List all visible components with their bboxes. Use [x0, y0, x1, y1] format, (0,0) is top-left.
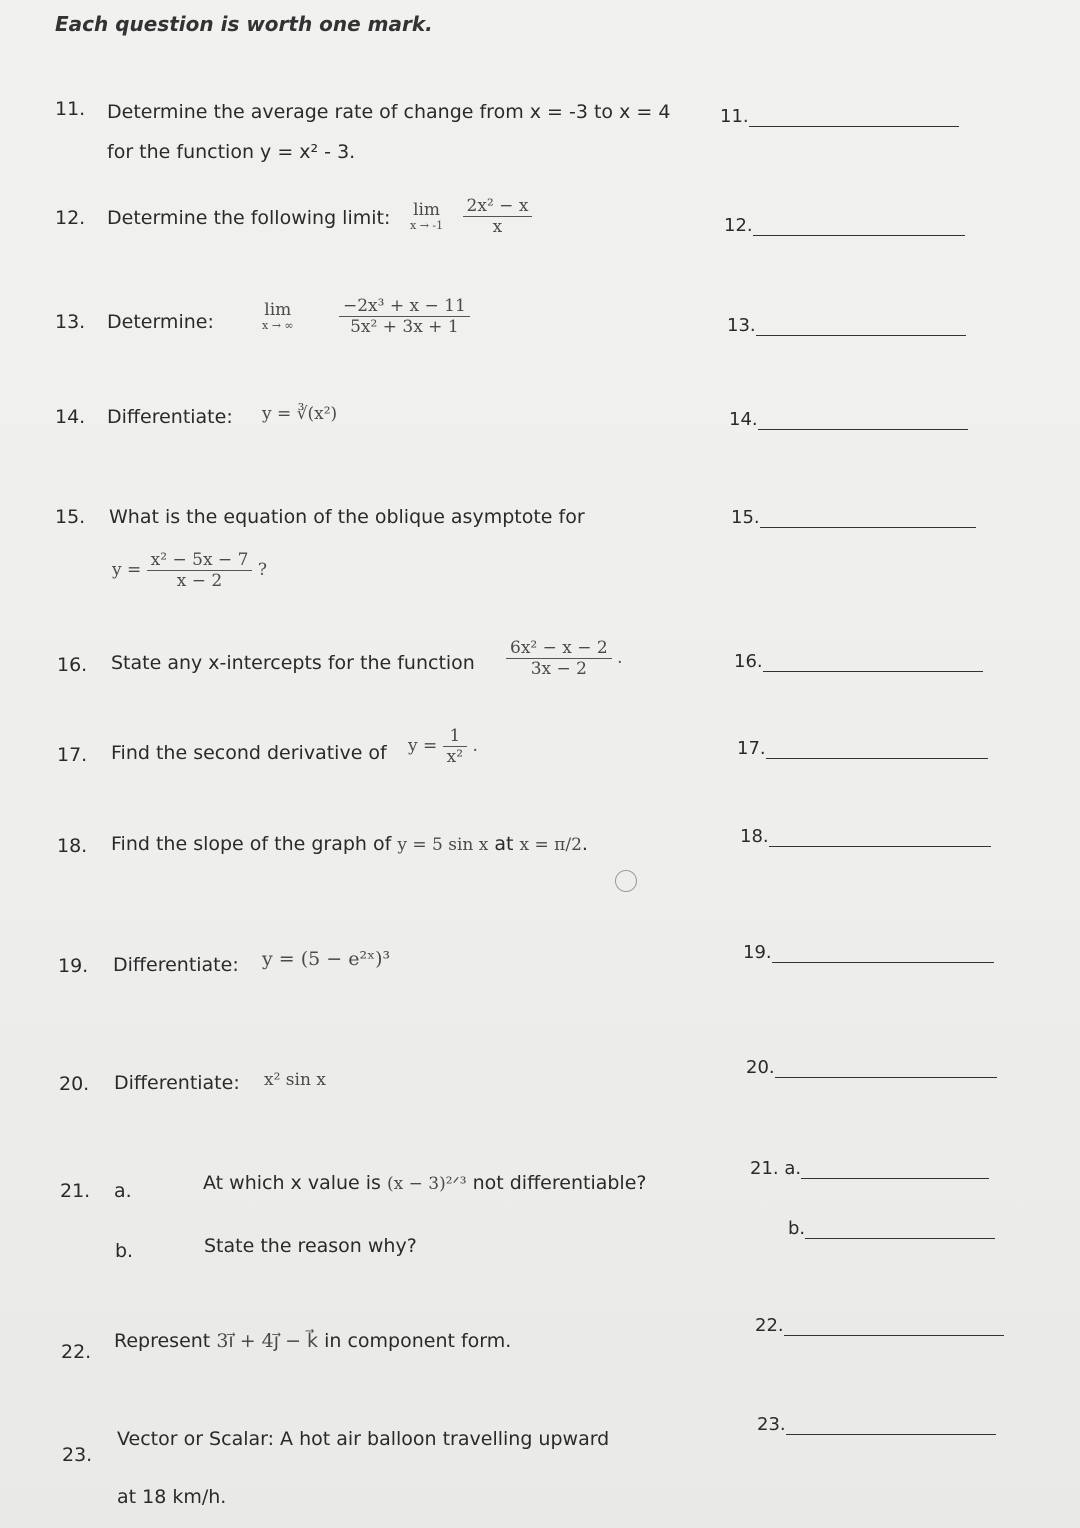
- q11-number: 11.: [55, 98, 86, 120]
- q14-expression: y = ∛(x²): [262, 404, 338, 424]
- q17-number: 17.: [57, 744, 88, 766]
- q20-text: Differentiate:: [114, 1072, 240, 1094]
- answer-18[interactable]: 18.: [740, 826, 991, 847]
- answer-14[interactable]: 14.: [729, 409, 968, 430]
- q15-text: What is the equation of the oblique asymptote for: [109, 506, 585, 528]
- page-header: Each question is worth one mark.: [55, 12, 433, 36]
- answer-11[interactable]: 11.: [720, 106, 959, 127]
- pen-mark: [615, 870, 637, 892]
- q16-expression: $\frac{\text{6x² − x − 2}}{3x - 2}$ .: [506, 638, 623, 679]
- answer-19[interactable]: 19.: [743, 942, 994, 963]
- q12-number: 12.: [55, 207, 86, 229]
- answer-20[interactable]: 20.: [746, 1057, 997, 1078]
- q12-limit: lim x → -1 $\frac{\text{2x² − x}}{x}$: [410, 196, 532, 237]
- q17-text: Find the second derivative of: [111, 742, 387, 764]
- answer-23[interactable]: 23.: [757, 1414, 996, 1435]
- q21a-text: At which x value is (x − 3)²ᐟ³ not differentiable?: [203, 1172, 647, 1194]
- q21-number: 21.: [60, 1180, 91, 1202]
- q21b-label: b.: [115, 1240, 134, 1262]
- q11-text-cont: for the function y = x² - 3.: [107, 141, 356, 163]
- answer-12[interactable]: 12.: [724, 215, 965, 236]
- q18-number: 18.: [57, 835, 88, 857]
- q14-number: 14.: [55, 406, 86, 428]
- q19-number: 19.: [58, 955, 89, 977]
- q13-limit: lim x → ∞ $\frac{\text{−2x³ + x − 11}}{\text{5x² + 3x + 1}}$: [262, 296, 470, 337]
- answer-21a[interactable]: 21. a.: [750, 1158, 989, 1179]
- q13-number: 13.: [55, 311, 86, 333]
- q13-text: Determine:: [107, 311, 214, 333]
- q20-expression: x² sin x: [264, 1070, 326, 1090]
- q23-text: Vector or Scalar: A hot air balloon travelling upward: [117, 1428, 610, 1450]
- q23-number: 23.: [62, 1444, 93, 1466]
- q19-text: Differentiate:: [113, 954, 239, 976]
- q21b-text: State the reason why?: [204, 1235, 417, 1257]
- answer-13[interactable]: 13.: [727, 315, 966, 336]
- q20-number: 20.: [59, 1073, 90, 1095]
- q17-expression: y = $\frac{1}{\text{x²}}$ .: [408, 726, 478, 767]
- q15-number: 15.: [55, 506, 86, 528]
- answer-17[interactable]: 17.: [737, 738, 988, 759]
- q23-text-cont: at 18 km/h.: [117, 1486, 227, 1508]
- answer-15[interactable]: 15.: [731, 507, 976, 528]
- q18-text: Find the slope of the graph of y = 5 sin x at x = π/2.: [111, 833, 588, 855]
- q21a-label: a.: [114, 1180, 132, 1202]
- q22-text: Represent 3i⃗ + 4j⃗ − k⃗ in component form.: [114, 1330, 512, 1352]
- answer-22[interactable]: 22.: [755, 1315, 1004, 1336]
- answer-21b[interactable]: b.: [788, 1218, 995, 1239]
- q22-number: 22.: [61, 1341, 92, 1363]
- q16-number: 16.: [57, 654, 88, 676]
- q14-text: Differentiate:: [107, 406, 233, 428]
- q15-expression: y = $\frac{\text{x² − 5x − 7}}{x - 2}$ ?: [112, 550, 267, 591]
- q12-text: Determine the following limit:: [107, 207, 391, 229]
- q16-text: State any x-intercepts for the function: [111, 652, 475, 674]
- q19-expression: y = (5 − e²ˣ)³: [262, 948, 391, 970]
- answer-16[interactable]: 16.: [734, 651, 983, 672]
- q11-text: Determine the average rate of change from x = -3 to x = 4: [107, 101, 671, 123]
